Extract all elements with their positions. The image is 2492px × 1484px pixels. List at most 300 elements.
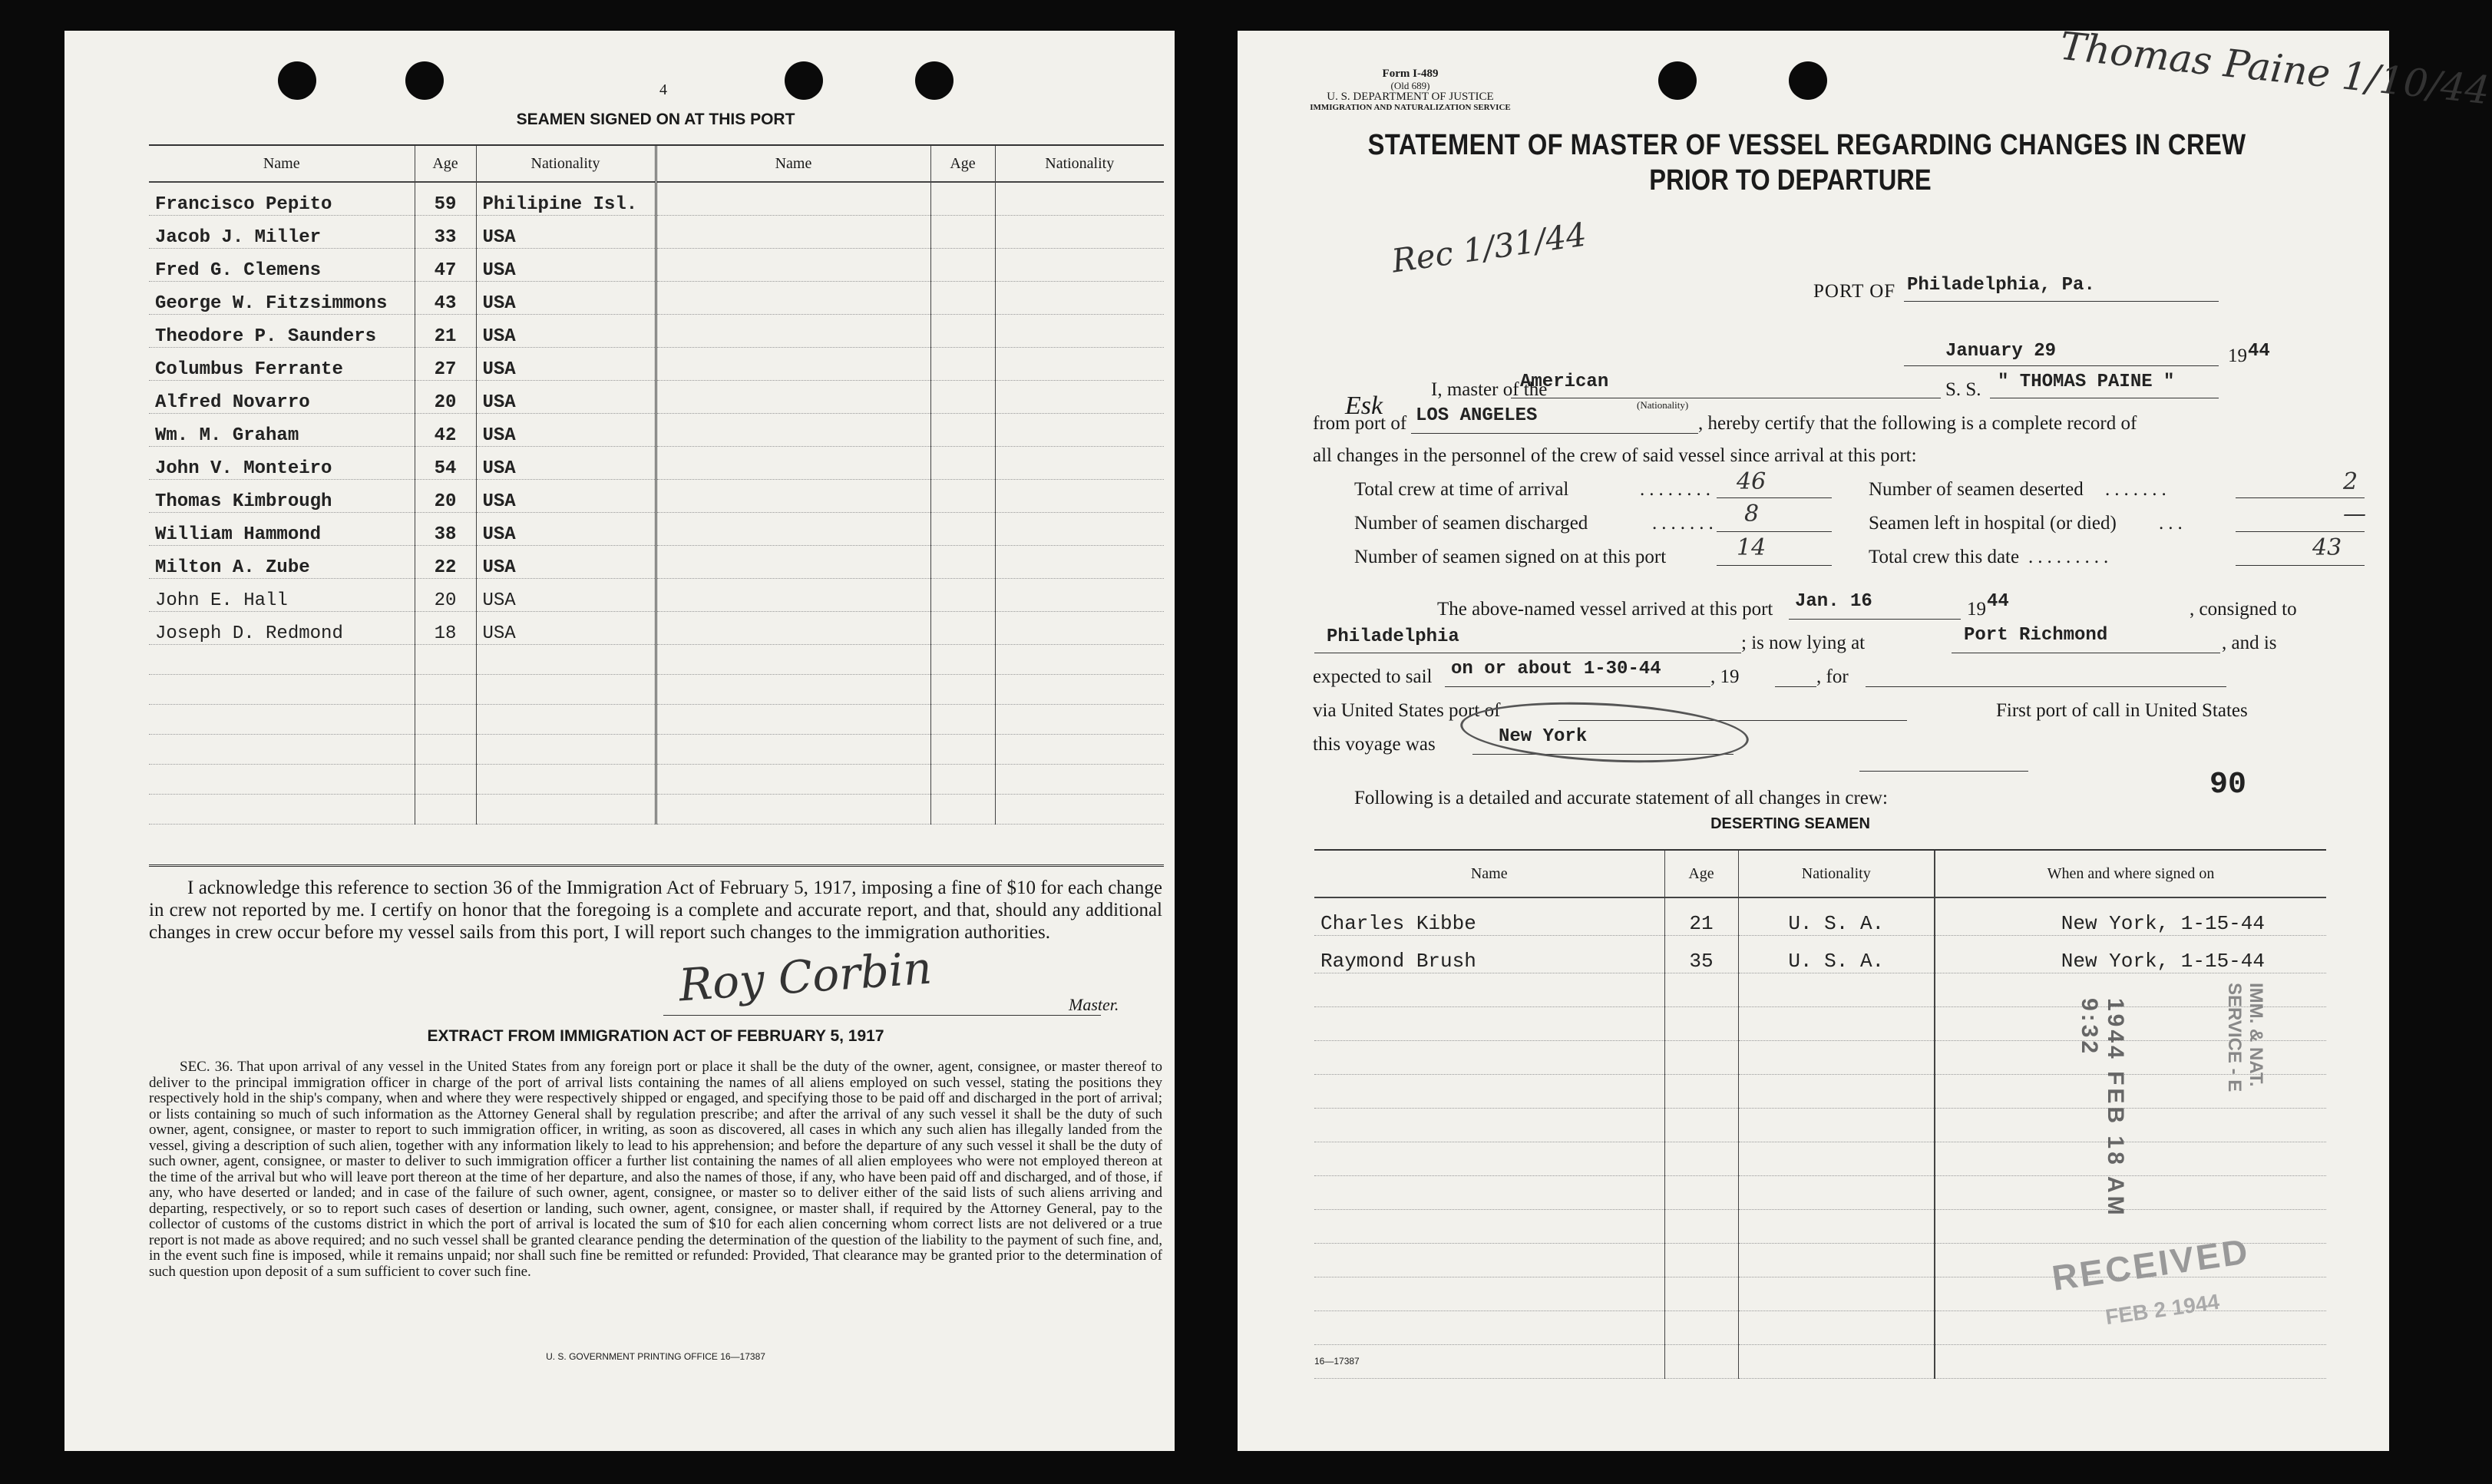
column-header-age: Age bbox=[415, 146, 476, 182]
form-number: Form I-489 bbox=[1382, 68, 1439, 80]
deserter-name bbox=[1314, 1109, 1664, 1142]
deserting-heading: DESERTING SEAMEN bbox=[1710, 815, 1870, 832]
deserter-age bbox=[1664, 1210, 1738, 1244]
crew-nationality: USA bbox=[476, 315, 656, 348]
table-row bbox=[149, 735, 1164, 765]
deserter-name bbox=[1314, 1041, 1664, 1075]
printing-office: U. S. GOVERNMENT PRINTING OFFICE 16—17387 bbox=[546, 1351, 765, 1362]
lying-label: ; is now lying at bbox=[1741, 633, 1866, 653]
deserter-nationality bbox=[1738, 1109, 1935, 1142]
number-stamp: 90 bbox=[2209, 768, 2247, 802]
crew-age bbox=[930, 348, 995, 381]
crew-nationality bbox=[995, 579, 1164, 612]
table-row bbox=[149, 282, 1164, 315]
table-row bbox=[1314, 1142, 2326, 1176]
crew-nationality bbox=[995, 249, 1164, 282]
form-code: 16—17387 bbox=[1314, 1356, 1360, 1367]
service-stamp: IMM. & NAT. SERVICE - E bbox=[2224, 983, 2266, 1092]
deserter-nationality bbox=[1738, 973, 1935, 1007]
crew-age: 20 bbox=[415, 579, 476, 612]
crew-age: 18 bbox=[415, 612, 476, 645]
crew-age bbox=[930, 645, 995, 675]
table-row bbox=[1314, 936, 2326, 973]
deserter-age bbox=[1664, 1007, 1738, 1041]
crew-nationality: USA bbox=[476, 249, 656, 282]
deserter-name: Raymond Brush bbox=[1314, 936, 1664, 973]
deserted-value: 2 bbox=[2343, 468, 2358, 495]
crew-name bbox=[656, 612, 930, 645]
column-header-name: Name bbox=[149, 146, 415, 182]
table-row bbox=[149, 381, 1164, 414]
deserted-label: Number of seamen deserted bbox=[1869, 479, 2084, 500]
crew-name bbox=[656, 216, 930, 249]
crew-age bbox=[415, 765, 476, 795]
crew-name: Francisco Pepito bbox=[149, 182, 415, 216]
deserter-age bbox=[1664, 1277, 1738, 1311]
crew-age: 59 bbox=[415, 182, 476, 216]
table-row bbox=[149, 513, 1164, 546]
table-row bbox=[1314, 1041, 2326, 1075]
crew-age bbox=[930, 282, 995, 315]
expected-line bbox=[1445, 686, 1710, 687]
crew-age bbox=[930, 315, 995, 348]
crew-name: Milton A. Zube bbox=[149, 546, 415, 579]
seamen-signed-on-table bbox=[149, 146, 1164, 825]
crew-nationality bbox=[995, 348, 1164, 381]
deserter-name bbox=[1314, 1311, 1664, 1345]
deserter-signed-on: New York, 1-15-44 bbox=[1935, 936, 2326, 973]
deserter-name bbox=[1314, 1075, 1664, 1109]
deserter-signed-on bbox=[1935, 1007, 2326, 1041]
crew-name bbox=[656, 579, 930, 612]
crew-nationality: USA bbox=[476, 414, 656, 447]
crew-nationality bbox=[995, 645, 1164, 675]
crew-name: John E. Hall bbox=[149, 579, 415, 612]
leader-dots: ......... bbox=[2028, 547, 2114, 567]
crew-nationality: USA bbox=[476, 546, 656, 579]
expected-value: on or about 1-30-44 bbox=[1451, 659, 1661, 679]
table-row bbox=[149, 612, 1164, 645]
deserter-age bbox=[1664, 1109, 1738, 1142]
crew-name: Jacob J. Miller bbox=[149, 216, 415, 249]
from-port-label: from port of bbox=[1313, 413, 1407, 434]
deserter-name bbox=[1314, 1007, 1664, 1041]
crew-age bbox=[930, 216, 995, 249]
crew-age bbox=[930, 546, 995, 579]
table-row bbox=[149, 579, 1164, 612]
discharged-label: Number of seamen discharged bbox=[1354, 513, 1588, 534]
circled-port-mark bbox=[1459, 696, 1750, 769]
crew-name: Alfred Novarro bbox=[149, 381, 415, 414]
received-feb-stamp: FEB 2 1944 bbox=[2104, 1289, 2221, 1330]
crew-nationality bbox=[995, 282, 1164, 315]
date-value: January 29 bbox=[1945, 341, 2057, 362]
crew-name bbox=[656, 414, 930, 447]
and-is-label: , and is bbox=[2222, 633, 2277, 653]
ship-name: " THOMAS PAINE " bbox=[1998, 372, 2175, 392]
deserter-signed-on bbox=[1935, 1109, 2326, 1142]
crew-age: 43 bbox=[415, 282, 476, 315]
left-page bbox=[64, 31, 1175, 1451]
right-page bbox=[1238, 23, 2492, 1451]
deserter-nationality bbox=[1738, 1210, 1935, 1244]
leader-dots: ... bbox=[2159, 513, 2187, 534]
crew-age: 21 bbox=[415, 315, 476, 348]
leader-dots: ....... bbox=[2105, 479, 2171, 500]
deserter-signed-on bbox=[1935, 1142, 2326, 1176]
crew-nationality bbox=[995, 513, 1164, 546]
via-label: via United States port of bbox=[1313, 700, 1501, 721]
service-name: IMMIGRATION AND NATURALIZATION SERVICE bbox=[1310, 103, 1511, 112]
crew-nationality bbox=[995, 216, 1164, 249]
crew-name: Wm. M. Graham bbox=[149, 414, 415, 447]
deserter-nationality bbox=[1738, 1007, 1935, 1041]
column-header-nationality: Nationality bbox=[476, 146, 656, 182]
signed-on-value: 14 bbox=[1737, 534, 1767, 561]
table-row bbox=[1314, 1075, 2326, 1109]
crew-age bbox=[930, 612, 995, 645]
deserter-nationality bbox=[1738, 1041, 1935, 1075]
crew-nationality: USA bbox=[476, 216, 656, 249]
first-port-label: First port of call in United States bbox=[1996, 700, 2248, 721]
arrived-date: Jan. 16 bbox=[1795, 591, 1872, 612]
table-bottom-rule bbox=[149, 864, 1164, 867]
deserter-nationality bbox=[1738, 1311, 1935, 1345]
crew-nationality: USA bbox=[476, 513, 656, 546]
deserter-nationality bbox=[1738, 1244, 1935, 1277]
deserter-age: 21 bbox=[1664, 897, 1738, 936]
crew-age bbox=[930, 765, 995, 795]
leader-dots: ....... bbox=[1652, 513, 1718, 534]
crew-age bbox=[930, 182, 995, 216]
deserter-name bbox=[1314, 1345, 1664, 1379]
form-title-line1: STATEMENT OF MASTER OF VESSEL REGARDING CHANGES IN CREW bbox=[1367, 129, 2246, 161]
crew-name bbox=[149, 735, 415, 765]
table-row bbox=[149, 705, 1164, 735]
crew-name bbox=[656, 795, 930, 825]
crew-age bbox=[930, 735, 995, 765]
deserter-age: 35 bbox=[1664, 936, 1738, 973]
crew-nationality bbox=[995, 795, 1164, 825]
master-of-label: I, master of the bbox=[1431, 379, 1548, 400]
port-of-label: PORT OF bbox=[1813, 281, 1896, 302]
crew-age bbox=[930, 381, 995, 414]
extract-text: SEC. 36. That upon arrival of any vessel in the United States from any foreign port or place it shall be the duty of the owner, agent, consignee, or master thereof to deliver to the principal immigration officer in charge of the port of arrival lists containing the names of all aliens employed on such vessel, stating the positions they respectively hold in the ship's company, when and where they were respectively shipped or engaged, and specifying those to be paid off and discharged in the port of arrival; or lists containing so much of such information as the Attorney General shall by regulation prescribe; and after the arrival of any such vessel it shall be the duty of such owner, agent, consignee, or master to report to such immigration officer, in writing, as soon as discovered, all cases in which any such alien has illegally landed from the vessel, giving a description of such alien, together with any information likely to lead to his apprehension; and before the departure of any such vessel it shall be the duty of such owner, agent, consignee, or master to deliver to such immigration officer a further list containing the names of all alien employees who were not employed thereon at the time of the arrival but who will leave port thereon at the time of her departure, and also the names of those, if any, who have been paid off and discharged, and of those, if any, who have deserted or landed; and in case of the failure of such owner, agent, consignee, or master so to deliver either of the said lists of such aliens arriving and departing, respectively, or so to report such cases of desertion or landing, such owner, agent, consignee, or master shall, if required by the Attorney General, pay to the collector of customs of the customs district in which the port of arrival is located the sum of $10 for each alien concerning whom correct lists are not delivered or a true report is not made as above required; and no such vessel shall be granted clearance pending the determination of the question of the liability to the payment of such fine, and, in the event such fine is imposed, while it remains unpaid; nor shall such fine be remitted or refunded: Provided, That clearance may be granted prior to the determination of such question upon deposit of a sum sufficient to cover such fine. bbox=[149, 1059, 1162, 1280]
deserter-age bbox=[1664, 1142, 1738, 1176]
crew-nationality bbox=[995, 546, 1164, 579]
deserter-name: Charles Kibbe bbox=[1314, 897, 1664, 936]
crew-name: John V. Monteiro bbox=[149, 447, 415, 480]
crew-name bbox=[656, 546, 930, 579]
crew-nationality bbox=[995, 182, 1164, 216]
hospital-value: — bbox=[2343, 501, 2366, 527]
crew-name bbox=[149, 705, 415, 735]
crew-age bbox=[930, 795, 995, 825]
hospital-line bbox=[2236, 531, 2365, 532]
crew-age bbox=[930, 414, 995, 447]
column-header-signed-on: When and where signed on bbox=[1935, 851, 2326, 897]
deserter-name bbox=[1314, 1142, 1664, 1176]
table-row bbox=[1314, 1007, 2326, 1041]
punch-hole bbox=[1789, 61, 1827, 100]
table-row bbox=[1314, 1210, 2326, 1244]
column-header-name: Name bbox=[656, 146, 930, 182]
table-row bbox=[149, 645, 1164, 675]
table-row bbox=[149, 249, 1164, 282]
crew-name bbox=[656, 381, 930, 414]
crew-age bbox=[415, 645, 476, 675]
crew-nationality: USA bbox=[476, 381, 656, 414]
table-row bbox=[149, 675, 1164, 705]
table-row bbox=[149, 795, 1164, 825]
leader-dots: ........ bbox=[1640, 479, 1715, 500]
total-arrival-value: 46 bbox=[1737, 468, 1767, 495]
crew-nationality: USA bbox=[476, 348, 656, 381]
discharged-line bbox=[1717, 531, 1832, 532]
deserter-nationality bbox=[1738, 1176, 1935, 1210]
consignee-value: Philadelphia bbox=[1327, 626, 1459, 647]
crew-nationality: Philipine Isl. bbox=[476, 182, 656, 216]
deserted-line bbox=[2236, 497, 2365, 498]
table-row bbox=[1314, 1109, 2326, 1142]
crew-nationality bbox=[476, 705, 656, 735]
total-date-line bbox=[2236, 565, 2365, 566]
crew-name bbox=[149, 765, 415, 795]
this-voyage-label: this voyage was bbox=[1313, 734, 1436, 755]
crew-nationality bbox=[995, 315, 1164, 348]
crew-nationality bbox=[995, 480, 1164, 513]
signed-on-line bbox=[1717, 565, 1832, 566]
section-heading: SEAMEN SIGNED ON AT THIS PORT bbox=[516, 111, 795, 128]
crew-age: 54 bbox=[415, 447, 476, 480]
total-date-label: Total crew this date bbox=[1869, 547, 2020, 567]
arrived-date-line bbox=[1789, 619, 1961, 620]
crew-name bbox=[656, 765, 930, 795]
crew-nationality: USA bbox=[476, 447, 656, 480]
from-port-line bbox=[1411, 433, 1698, 434]
deserter-age bbox=[1664, 1176, 1738, 1210]
table-row bbox=[149, 546, 1164, 579]
deserter-age bbox=[1664, 1345, 1738, 1379]
arrived-year-prefix: 19 bbox=[1967, 599, 1986, 620]
acknowledgment-text: I acknowledge this reference to section 36 of the Immigration Act of February 5, 1917, imposing a fine of $10 for each change in crew not reported by me. I certify on honor that the foregoing is a complete and accurate report, and that, should any additional changes in crew occur before my vessel sails from this port, I will report such changes to the immigration authorities. bbox=[149, 878, 1162, 943]
table-row bbox=[1314, 1176, 2326, 1210]
port-value: Philadelphia, Pa. bbox=[1907, 275, 2095, 296]
punch-hole bbox=[1658, 61, 1697, 100]
crew-age bbox=[415, 735, 476, 765]
crew-name bbox=[149, 645, 415, 675]
master-label: Master. bbox=[1069, 995, 1119, 1014]
deserter-signed-on bbox=[1935, 973, 2326, 1007]
crew-name: Theodore P. Saunders bbox=[149, 315, 415, 348]
crew-nationality bbox=[995, 447, 1164, 480]
total-date-value: 43 bbox=[2312, 534, 2342, 561]
table-row bbox=[149, 315, 1164, 348]
crew-name bbox=[656, 315, 930, 348]
crew-nationality: USA bbox=[476, 579, 656, 612]
deserter-age bbox=[1664, 1311, 1738, 1345]
handwritten-top-note: Thomas Paine 1/10/44 bbox=[2057, 23, 2492, 114]
signed-on-label: Number of seamen signed on at this port bbox=[1354, 547, 1667, 567]
deserter-name bbox=[1314, 1210, 1664, 1244]
crew-age: 33 bbox=[415, 216, 476, 249]
crew-name: George W. Fitzsimmons bbox=[149, 282, 415, 315]
crew-age bbox=[930, 447, 995, 480]
lying-value: Port Richmond bbox=[1964, 625, 2108, 646]
year-prefix: 19 bbox=[2228, 345, 2247, 366]
crew-name: William Hammond bbox=[149, 513, 415, 546]
total-arrival-line bbox=[1717, 497, 1832, 498]
crew-age bbox=[415, 675, 476, 705]
deserter-nationality bbox=[1738, 1345, 1935, 1379]
crew-nationality: USA bbox=[476, 612, 656, 645]
crew-age: 42 bbox=[415, 414, 476, 447]
received-stamp: RECEIVED bbox=[2049, 1231, 2252, 1298]
certify-text: , hereby certify that the following is a complete record of bbox=[1698, 413, 2137, 434]
crew-name bbox=[656, 735, 930, 765]
form-old-number: (Old 689) bbox=[1390, 80, 1430, 91]
crew-name bbox=[656, 705, 930, 735]
for-line bbox=[1866, 686, 2226, 687]
crew-name bbox=[149, 675, 415, 705]
deserter-nationality bbox=[1738, 1142, 1935, 1176]
crew-age: 27 bbox=[415, 348, 476, 381]
crew-nationality: USA bbox=[476, 282, 656, 315]
deserter-nationality: U. S. A. bbox=[1738, 936, 1935, 973]
deserter-signed-on: New York, 1-15-44 bbox=[1935, 897, 2326, 936]
deserter-signed-on bbox=[1935, 1075, 2326, 1109]
all-changes-text: all changes in the personnel of the crew of said vessel since arrival at this port: bbox=[1313, 445, 1917, 466]
crew-age bbox=[415, 705, 476, 735]
column-header-nationality: Nationality bbox=[995, 146, 1164, 182]
total-arrival-label: Total crew at time of arrival bbox=[1354, 479, 1569, 500]
initials-mark: Esk bbox=[1345, 392, 1383, 420]
crew-nationality bbox=[995, 735, 1164, 765]
crew-name: Thomas Kimbrough bbox=[149, 480, 415, 513]
department-name: U. S. DEPARTMENT OF JUSTICE bbox=[1327, 91, 1494, 103]
table-row bbox=[149, 765, 1164, 795]
port-line bbox=[1904, 301, 2219, 302]
deserter-name bbox=[1314, 1176, 1664, 1210]
crew-nationality bbox=[995, 765, 1164, 795]
consigned-label: , consigned to bbox=[2190, 599, 2297, 620]
crew-nationality bbox=[476, 735, 656, 765]
deserter-age bbox=[1664, 1244, 1738, 1277]
crew-name bbox=[656, 645, 930, 675]
column-header-name: Name bbox=[1314, 851, 1664, 897]
expected-label: expected to sail bbox=[1313, 666, 1433, 687]
crew-age: 20 bbox=[415, 480, 476, 513]
for-label: , for bbox=[1816, 666, 1849, 687]
table-row bbox=[149, 348, 1164, 381]
extract-title: EXTRACT FROM IMMIGRATION ACT OF FEBRUARY 5, 1917 bbox=[427, 1027, 884, 1045]
form-title-line2: PRIOR TO DEPARTURE bbox=[1649, 164, 1932, 197]
deserter-name bbox=[1314, 973, 1664, 1007]
table-row bbox=[1314, 973, 2326, 1007]
table-row bbox=[149, 447, 1164, 480]
crew-name bbox=[656, 480, 930, 513]
crew-name bbox=[656, 348, 930, 381]
date-line bbox=[1904, 365, 2219, 366]
crew-age bbox=[930, 480, 995, 513]
page-number: 4 bbox=[659, 81, 667, 98]
expected-year-label: , 19 bbox=[1710, 666, 1740, 687]
nationality-caption: (Nationality) bbox=[1637, 399, 1689, 411]
crew-age: 22 bbox=[415, 546, 476, 579]
deserter-age bbox=[1664, 1041, 1738, 1075]
deserter-signed-on bbox=[1935, 1176, 2326, 1210]
deserter-name bbox=[1314, 1277, 1664, 1311]
deserter-age bbox=[1664, 973, 1738, 1007]
crew-name: Fred G. Clemens bbox=[149, 249, 415, 282]
crew-name: Columbus Ferrante bbox=[149, 348, 415, 381]
deserter-signed-on bbox=[1935, 1345, 2326, 1379]
column-header-age: Age bbox=[1664, 851, 1738, 897]
crew-name bbox=[656, 513, 930, 546]
table-row bbox=[1314, 1345, 2326, 1379]
crew-name bbox=[656, 282, 930, 315]
handwritten-received-note: Rec 1/31/44 bbox=[1389, 215, 1589, 280]
crew-name bbox=[149, 795, 415, 825]
crew-nationality bbox=[476, 675, 656, 705]
deserter-signed-on bbox=[1935, 1041, 2326, 1075]
crew-age bbox=[930, 513, 995, 546]
crew-nationality bbox=[995, 705, 1164, 735]
crew-age bbox=[415, 795, 476, 825]
crew-age bbox=[930, 675, 995, 705]
crew-nationality bbox=[476, 645, 656, 675]
this-voyage-value: New York bbox=[1499, 726, 1588, 747]
crew-age bbox=[930, 579, 995, 612]
master-signature: Roy Corbin bbox=[677, 941, 934, 1012]
crew-nationality: USA bbox=[476, 480, 656, 513]
table-row bbox=[149, 480, 1164, 513]
crew-name: Joseph D. Redmond bbox=[149, 612, 415, 645]
arrived-year: 44 bbox=[1987, 591, 2009, 612]
crew-age bbox=[930, 249, 995, 282]
crew-age bbox=[930, 705, 995, 735]
discharged-value: 8 bbox=[1744, 501, 1760, 527]
crew-name bbox=[656, 182, 930, 216]
table-row bbox=[149, 216, 1164, 249]
expected-year-line bbox=[1775, 686, 1816, 687]
table-row bbox=[149, 414, 1164, 447]
crew-age: 20 bbox=[415, 381, 476, 414]
column-header-nationality: Nationality bbox=[1738, 851, 1935, 897]
deserter-nationality bbox=[1738, 1075, 1935, 1109]
crew-nationality bbox=[995, 675, 1164, 705]
ss-label: S. S. bbox=[1945, 379, 1981, 400]
deserter-age bbox=[1664, 1075, 1738, 1109]
year-value: 44 bbox=[2248, 341, 2270, 362]
from-port-value: LOS ANGELES bbox=[1416, 405, 1538, 426]
crew-nationality bbox=[476, 765, 656, 795]
extra-line bbox=[1859, 771, 2028, 772]
signature-line bbox=[663, 1015, 1101, 1016]
crew-age: 47 bbox=[415, 249, 476, 282]
deserter-name bbox=[1314, 1244, 1664, 1277]
crew-name bbox=[656, 447, 930, 480]
deserter-nationality bbox=[1738, 1277, 1935, 1311]
hospital-label: Seamen left in hospital (or died) bbox=[1869, 513, 2117, 534]
deserter-signed-on bbox=[1935, 1210, 2326, 1244]
crew-name bbox=[656, 675, 930, 705]
crew-name bbox=[656, 249, 930, 282]
crew-nationality bbox=[995, 381, 1164, 414]
crew-age: 38 bbox=[415, 513, 476, 546]
table-row bbox=[149, 182, 1164, 216]
deserter-nationality: U. S. A. bbox=[1738, 897, 1935, 936]
